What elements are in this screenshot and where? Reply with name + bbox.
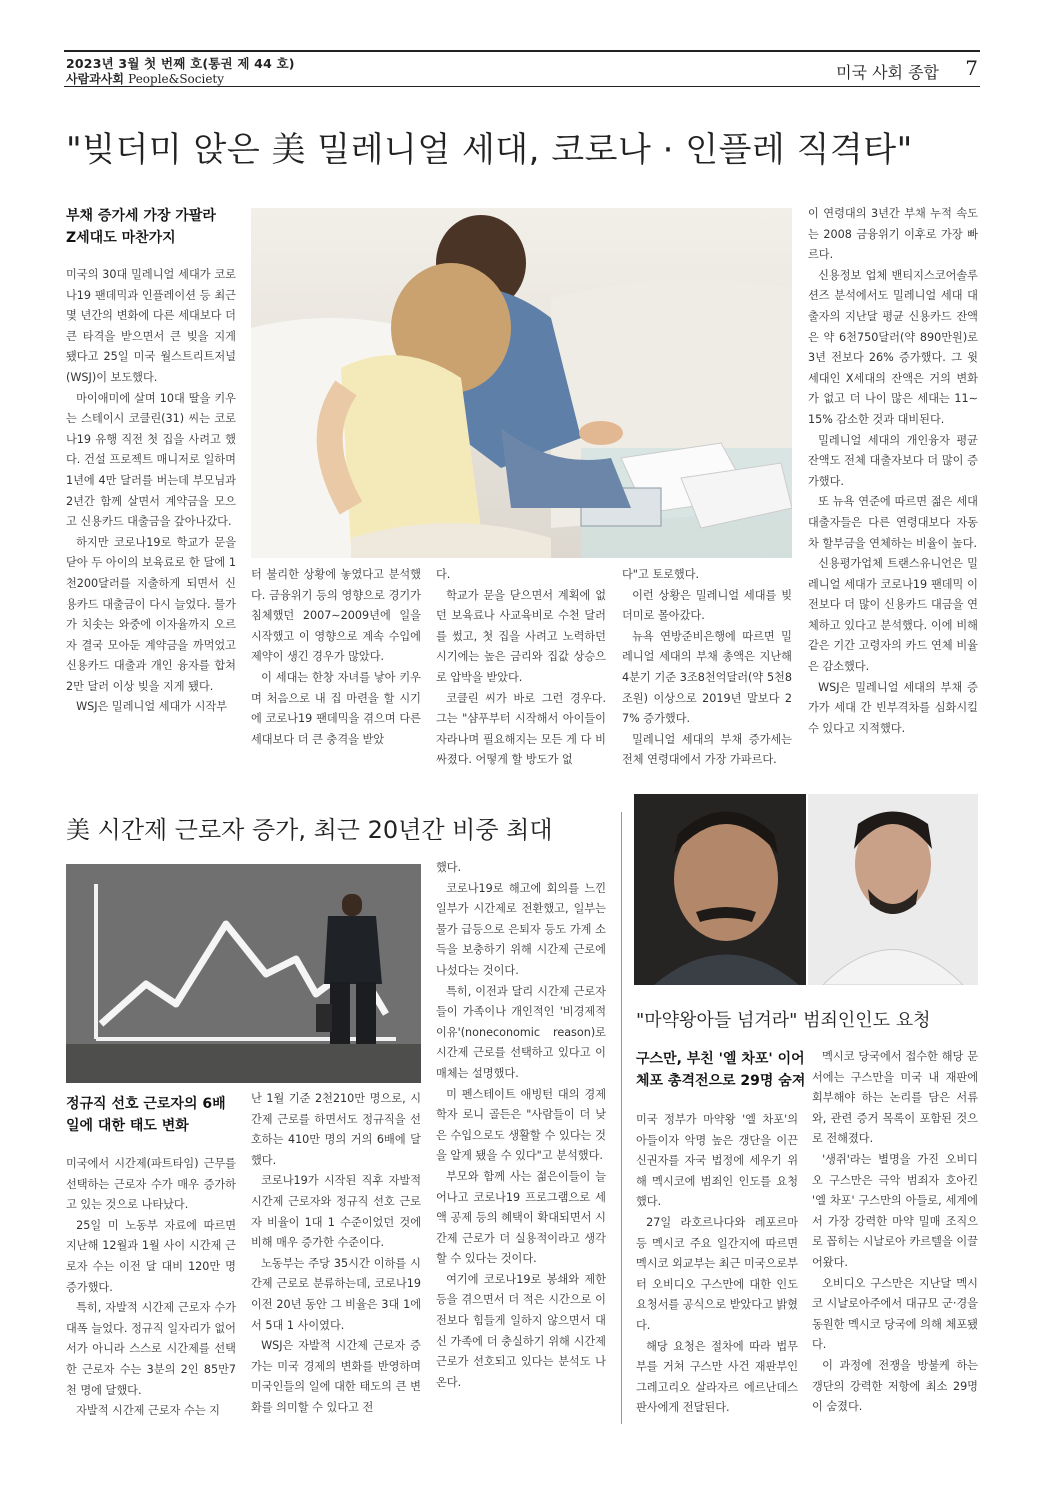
issue-info: 2023년 3월 첫 번째 호(통권 제 44 호) [66,56,295,71]
article1-col5-para: 이 연령대의 3년간 부채 누적 속도는 2008 금융위기 이후로 가장 빠르다. [808,207,978,262]
article1-col1-para: 미국의 30대 밀레니얼 세대가 코로나19 팬데믹과 인플레이션 등 최근 몇 년간의 변화에 다른 세대보다 더 큰 타격을 받으면서 큰 빚을 지게 됐다고 25일 미국 월스트리트저널(WSJ)이 보도했다. [66,268,236,384]
article1-col5-para: WSJ은 밀레니얼 세대의 부채 증가가 세대 간 빈부격차를 심화시킬 수 있다고 지적했다. [808,680,978,735]
article2-subhead-line1: 정규직 선호 근로자의 6배 [66,1096,226,1112]
article3-photo-ovidio-guzman [808,794,978,985]
article2-col1-para: 자발적 시간제 근로자 수는 지 [76,1404,220,1418]
article1-column-2 [251,565,421,771]
article3-subhead-line2: 체포 총격전으로 29명 숨져 [636,1073,806,1089]
article2-col2-para: 코로나19가 시작된 직후 자발적 시간제 근로자와 정규직 선호 근로자 비율이 1대 1 수준이었던 것에 비해 매우 증가한 수준이다. [251,1174,421,1250]
article2-column-2 [251,1089,421,1428]
businessman-chalk-chart-illustration [66,864,421,1083]
header-bottom-rule [64,86,980,87]
article1-col4-para: 다"고 토로했다. [622,568,700,581]
article1-col4-para: 뉴욕 연방준비은행에 따르면 밀레니얼 세대의 부채 총액은 지난해 4분기 기준 3조8천억달러(약 5천8조원) 이상으로 2019년 말보다 27% 증가했다. [622,629,792,726]
article2-column-3 [436,858,606,1428]
article-divider-rule [621,812,622,1424]
article1-column-3 [436,565,606,771]
article3-col2-para: 멕시코 당국에서 접수한 해당 문서에는 구스만을 미국 내 재판에 회부해야 하는 논리를 담은 서류와, 관련 증거 목록이 포함된 것으로 전해졌다. [812,1050,978,1146]
publication-name-en: People&Society [128,72,225,86]
article3-col1-para: 미국 정부가 마약왕 '엘 차포'의 아들이자 악명 높은 갱단을 이끈 신권자를 자국 법정에 세우기 위해 멕시코에 범죄인 인도를 요청했다. [636,1113,798,1209]
article1-col3-para: 학교가 문을 닫으면서 계획에 없던 보육료나 사교육비로 수천 달러를 썼고, 첫 집을 사려고 노력하던 시기에는 높은 금리와 집값 상승으로 압박을 받았다. [436,588,606,684]
article2-subhead-line2: 일에 대한 태도 변화 [66,1118,189,1134]
article1-column-4 [622,565,792,771]
article3-subheadline [636,1048,806,1092]
header-top-rule [64,50,980,52]
article2-col2-para: 노동부는 주당 35시간 이하를 시간제 근로로 분류하는데, 코로나19 이전 20년 동안 그 비율은 3대 1에서 5대 1 사이였다. [251,1256,421,1332]
article3-col1-para: 27일 라호르나다와 레포르마 등 멕시코 주요 일간지에 따르면 멕시코 외교부는 최근 미국으로부터 오비디오 구스만에 대한 인도 요청서를 공식으로 받았다고 밝혔다. [636,1215,798,1332]
article1-col3-para: 코클린 씨가 바로 그런 경우다. 그는 "샴푸부터 시작해서 아이들이 자라나며 필요해지는 모든 게 다 비싸졌다. 어떻게 할 방도가 없 [436,691,606,767]
article2-col3-para: 여기에 코로나19로 봉쇄와 제한 등을 겪으면서 더 적은 시간으로 이전보다 힘들게 일하지 않으면서 대신 가족에 더 충실하기 위해 시간제 근로가 선호되고 있다는 분석도 나온다. [436,1272,606,1389]
article1-col3-para: 다. [436,568,451,581]
article1-col4-para: 밀레니얼 세대의 부채 증가세는 전체 연령대에서 가장 가파르다. [622,732,792,767]
el-chapo-portrait-illustration [634,794,806,985]
article3-col2-para: 이 과정에 전쟁을 방불케 하는 갱단의 강력한 저항에 최소 29명이 숨졌다. [812,1358,978,1414]
article3-subhead-line1: 구스만, 부친 '엘 차포' 이어 [636,1051,805,1067]
article2-col3-para: 특히, 이전과 달리 시간제 근로자들이 가족이나 개인적인 '비경제적 이유'(noneconomic reason)로 시간제 근로를 선택하고 있다고 이 매체는 설명했다. [436,984,606,1080]
article1-photo-couple-bills [251,208,792,558]
article1-subhead-line2: Z세대도 마찬가지 [66,230,176,246]
article1-col2-para: 터 불리한 상황에 놓였다고 분석했다. 금융위기 등의 영향으로 경기가 침체했던 2007∼2009년에 일을 시작했고 이 영향으로 계속 수입에 제약이 생긴 경우가 많았다. [251,568,421,664]
article1-headline: "빚더미 앉은 美 밀레니얼 세대, 코로나 · 인플레 직격타" [66,130,913,170]
article3-photo-el-chapo [634,794,806,985]
article2-col2-para: WSJ은 자발적 시간제 근로자 증가는 미국 경제의 변화를 반영하며 미국인들의 일에 대한 태도의 큰 변화를 의미할 수 있다고 전 [251,1339,421,1414]
article1-col1-para: 마이애미에 살며 10대 딸을 키우는 스테이시 코클린(31) 씨는 코로나19 유행 직전 첫 집을 사려고 했다. 건설 프로젝트 매니저로 일하며 1년에 4만 달러를 버는데 부모님과 2년간 함께 살면서 계약금을 모으고 신용카드 대출금을 갚아나갔다. [66,391,236,529]
article2-column-1 [66,1154,236,1428]
article1-col4-para: 이런 상황은 밀레니얼 세대를 빚더미로 몰아갔다. [622,588,792,623]
article2-photo-businessman-chart [66,864,421,1083]
article2-col3-para: 미 펜스테이트 애빙턴 대의 경제학자 로니 골든은 "사람들이 더 낮은 수입으로도 생활할 수 있다는 것을 알게 됐을 수 있다"고 분석했다. [436,1087,606,1163]
article2-col1-para: 미국에서 시간제(파트타임) 근무를 선택하는 근로자 수가 매우 증가하고 있는 것으로 나타났다. [66,1157,236,1212]
article2-headline: 美 시간제 근로자 증가, 최근 20년간 비중 최대 [66,816,553,844]
article1-column-5 [808,204,978,771]
article1-subhead-line1: 부채 증가세 가장 가팔라 [66,208,216,224]
article2-col2-para: 난 1월 기준 2천210만 명으로, 시간제 근로를 하면서도 정규직을 선호하는 410만 명의 거의 6배에 달했다. [251,1092,421,1167]
article3-col2-para: '생쥐'라는 별명을 가진 오비디오 구스만은 극악 범죄자 호아킨 '엘 차포' 구스만의 아들로, 세계에서 가장 강력한 마약 밀매 조직으로 꼽히는 시날로아 카르텔을 이끌어왔다. [812,1152,978,1269]
article1-col1-para: WSJ은 밀레니얼 세대가 시작부 [76,700,228,714]
article3-col2-para: 오비디오 구스만은 지난달 멕시코 시날로아주에서 대규모 군·경을 동원한 멕시코 당국에 의해 체포됐다. [812,1276,978,1352]
article2-col3-para: 부모와 함께 사는 젊은이들이 늘어나고 코로나19 프로그램으로 세액 공제 등의 혜택이 확대되면서 시간제 근로가 더 실용적이라고 생각할 수 있다는 것이다. [436,1169,606,1266]
article1-col5-para: 신용정보 업체 밴티지스코어솔루션즈 분석에서도 밀레니얼 세대 대출자의 지난달 평균 신용카드 잔액은 약 6천750달러(약 890만원)로 3년 전보다 26% 증가했다. 그 윗세대인 X세대의 잔액은 거의 변화가 없고 더 나이 많은 세대는 11∼15% 감소한 것과 대비된다. [808,268,978,426]
article1-col1-para: 하지만 코로나19로 학교가 문을 닫아 두 아이의 보육료로 한 달에 1천200달러를 지출하게 되면서 신용카드 대출금이 다시 늘었다. 물가가 치솟는 와중에 이자율까지 오르자 결국 모아둔 계약금을 까먹었고 신용카드 대출과 개인 융자를 합쳐 2만 달러 이상 빚을 지게 됐다. [66,535,236,693]
couple-bills-illustration [251,208,792,558]
page-number: 7 [965,56,978,80]
publication-name [66,70,224,87]
article3-column-1 [636,1110,798,1428]
article1-col5-para: 밀레니얼 세대의 개인융자 평균 잔액도 전체 대출자보다 더 많이 증가했다. [808,433,978,488]
article2-col3-para: 했다. [436,861,462,874]
ovidio-guzman-portrait-illustration [808,794,978,985]
article1-column-1 [66,265,236,771]
article1-col2-para: 이 세대는 한창 자녀를 낳아 키우며 처음으로 내 집 마련을 할 시기에 코로나19 팬데믹을 겪으며 다른 세대보다 더 큰 충격을 받았 [251,670,421,746]
article2-col1-para: 특히, 자발적 시간제 근로자 수가 대폭 늘었다. 정규직 일자리가 없어서가 아니라 스스로 시간제를 선택한 근로자 수는 3분의 2인 85만7천 명에 달했다. [66,1301,236,1397]
article2-col3-para: 코로나19로 해고에 회의를 느낀 일부가 시간제로 전환했고, 일부는 물가 급등으로 은퇴자 등도 가계 소득을 보충하기 위해 시간제 근로에 나섰다는 것이다. [436,881,606,977]
section-title: 미국 사회 종합 [836,63,939,82]
article3-col1-para: 해당 요청은 절차에 따라 법무부를 거쳐 구스만 사건 재판부인 그레고리오 살라자르 에르난데스 판사에게 전달된다. [636,1339,798,1415]
publication-name-ko: 사람과사회 [66,72,124,86]
article1-col5-para: 또 뉴욕 연준에 따르면 젊은 세대 대출자들은 다른 연령대보다 자동차 할부금을 연체하는 비율이 높다. [808,495,978,550]
article3-headline: "마약왕아들 넘겨라" 범죄인인도 요청 [636,1010,931,1031]
article3-column-2 [812,1047,978,1428]
article2-col1-para: 25일 미 노동부 자료에 따르면 지난해 12월과 1월 사이 시간제 근로자 수는 이전 달 대비 120만 명 증가했다. [66,1218,236,1294]
article1-subheadline [66,205,236,249]
article2-subheadline [66,1093,236,1137]
article1-col5-para: 신용평가업체 트랜스유니언은 밀레니얼 세대가 코로나19 팬데믹 이전보다 더 많이 신용카드 대금을 연체하고 있다고 분석했다. 이에 비해 같은 기간 고령자의 카드 연체 비율은 감소했다. [808,557,978,674]
